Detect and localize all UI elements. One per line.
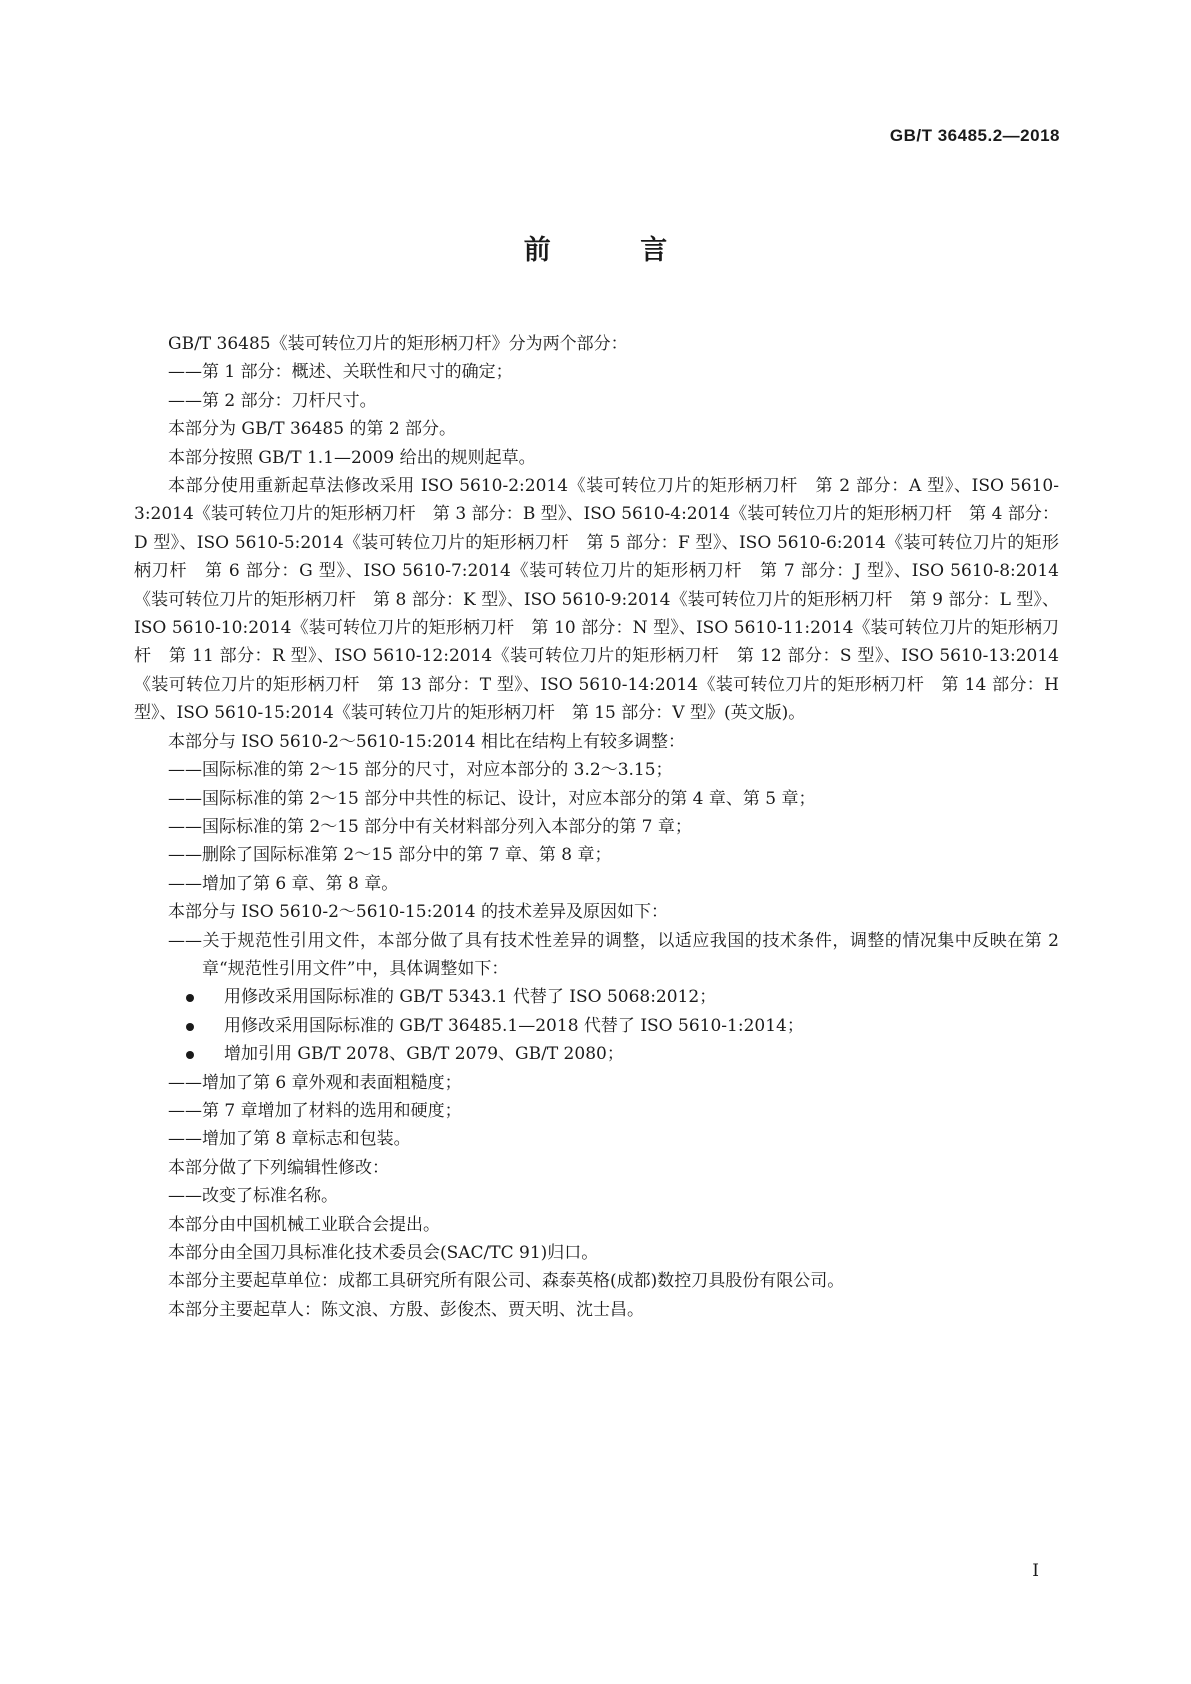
dash-item-normative-refs: ——关于规范性引用文件，本部分做了具有技术性差异的调整，以适应我国的技术条件，调整的情况集中反映在第 2 章“规范性引用文件”中，具体调整如下：: [168, 930, 1059, 979]
bullet-text: 用修改采用国际标准的 GB/T 5343.1 代替了 ISO 5068:2012；: [224, 987, 717, 1008]
dash-item-part2: ——第 2 部分：刀杆尺寸。: [168, 390, 377, 411]
page-title: 前 言: [523, 235, 708, 266]
paragraph-editorial-changes: 本部分做了下列编辑性修改：: [168, 1157, 389, 1178]
dash-item-tech-3: ——增加了第 8 章标志和包装。: [168, 1129, 411, 1150]
bullet-item-1: [134, 983, 1059, 1011]
paragraph-drafting-rules: 本部分按照 GB/T 1.1—2009 给出的规则起草。: [168, 447, 536, 468]
bullet-item-3: [134, 1040, 1059, 1068]
paragraph-structure-changes: 本部分与 ISO 5610-2～5610-15:2014 相比在结构上有较多调整：: [168, 731, 685, 752]
paragraph-proposer: 本部分由中国机械工业联合会提出。: [168, 1214, 440, 1235]
dash-item-structure-4: ——删除了国际标准第 2～15 部分中的第 7 章、第 8 章；: [168, 845, 612, 866]
paragraph-technical-differences: 本部分与 ISO 5610-2～5610-15:2014 的技术差异及原因如下：: [168, 902, 668, 923]
preface-body: [134, 330, 1059, 1324]
page-number: I: [1032, 1561, 1039, 1581]
dash-item-structure-1: ——国际标准的第 2～15 部分的尺寸，对应本部分的 3.2～3.15；: [168, 760, 673, 781]
paragraph-intro: GB/T 36485《装可转位刀片的矩形柄刀杆》分为两个部分：: [168, 334, 628, 354]
dash-item-structure-3: ——国际标准的第 2～15 部分中有关材料部分列入本部分的第 7 章；: [168, 816, 692, 837]
bullet-dot-icon: [186, 1023, 194, 1031]
dash-item-tech-1: ——增加了第 6 章外观和表面粗糙度；: [168, 1072, 462, 1093]
bullet-dot-icon: [186, 1051, 194, 1059]
bullet-item-2: [134, 1012, 1059, 1040]
paragraph-drafting-units: 本部分主要起草单位：成都工具研究所有限公司、森泰英格(成都)数控刀具股份有限公司。: [168, 1271, 845, 1292]
dash-item-structure-5: ——增加了第 6 章、第 8 章。: [168, 873, 399, 894]
bullet-text: 增加引用 GB/T 2078、GB/T 2079、GB/T 2080；: [224, 1044, 624, 1065]
bullet-dot-icon: [186, 994, 194, 1002]
paragraph-committee: 本部分由全国刀具标准化技术委员会(SAC/TC 91)归口。: [168, 1243, 599, 1263]
dash-item-editorial-1: ——改变了标准名称。: [168, 1186, 338, 1207]
dash-item-structure-2: ——国际标准的第 2～15 部分中共性的标记、设计，对应本部分的第 4 章、第 5 章；: [168, 788, 816, 809]
standard-number: GB/T 36485.2—2018: [889, 126, 1060, 145]
paragraph-adoption: 本部分使用重新起草法修改采用 ISO 5610-2:2014《装可转位刀片的矩形柄刀杆 第 2 部分：A 型》、ISO 5610-3:2014《装可转位刀片的矩形柄刀杆 第 3 部分：B 型》、ISO 5610-4:2014《装可转位刀片的矩形柄刀杆 第 4 部分：D 型》、ISO 5610-5:2014《装可转位刀片的矩形柄刀杆 第 5 部分：F 型》、ISO 5610-6:2014《装可转位刀片的矩形柄刀杆 第 6 部分：G 型》、ISO 5610-7:2014《装可转位刀片的矩形柄刀杆 第 7 部分：J 型》、ISO 5610-8:2014《装可转位刀片的矩形柄刀杆 第 8 部分：K 型》、ISO 5610-9:2014《装可转位刀片的矩形柄刀杆 第 9 部分：L 型》、ISO 5610-10:2014《装可转位刀片的矩形柄刀杆 第 10 部分：N 型》、ISO 5610-11:2014《装可转位刀片的矩形柄刀杆 第 11 部分：R 型》、ISO 5610-12:2014《装可转位刀片的矩形柄刀杆 第 12 部分：S 型》、ISO 5610-13:2014《装可转位刀片的矩形柄刀杆 第 13 部分：T 型》、ISO 5610-14:2014《装可转位刀片的矩形柄刀杆 第 14 部分：H 型》、ISO 5610-15:2014《装可转位刀片的矩形柄刀杆 第 15 部分：V 型》(英文版)。: [134, 476, 1059, 724]
paragraph-drafters: 本部分主要起草人：陈文浪、方殷、彭俊杰、贾天明、沈士昌。: [168, 1299, 644, 1320]
dash-item-part1: ——第 1 部分：概述、关联性和尺寸的确定；: [168, 362, 513, 383]
dash-item-tech-2: ——第 7 章增加了材料的选用和硬度；: [168, 1100, 462, 1121]
paragraph-part-statement: 本部分为 GB/T 36485 的第 2 部分。: [168, 419, 457, 440]
bullet-text: 用修改采用国际标准的 GB/T 36485.1—2018 代替了 ISO 5610-1:2014；: [224, 1015, 804, 1036]
